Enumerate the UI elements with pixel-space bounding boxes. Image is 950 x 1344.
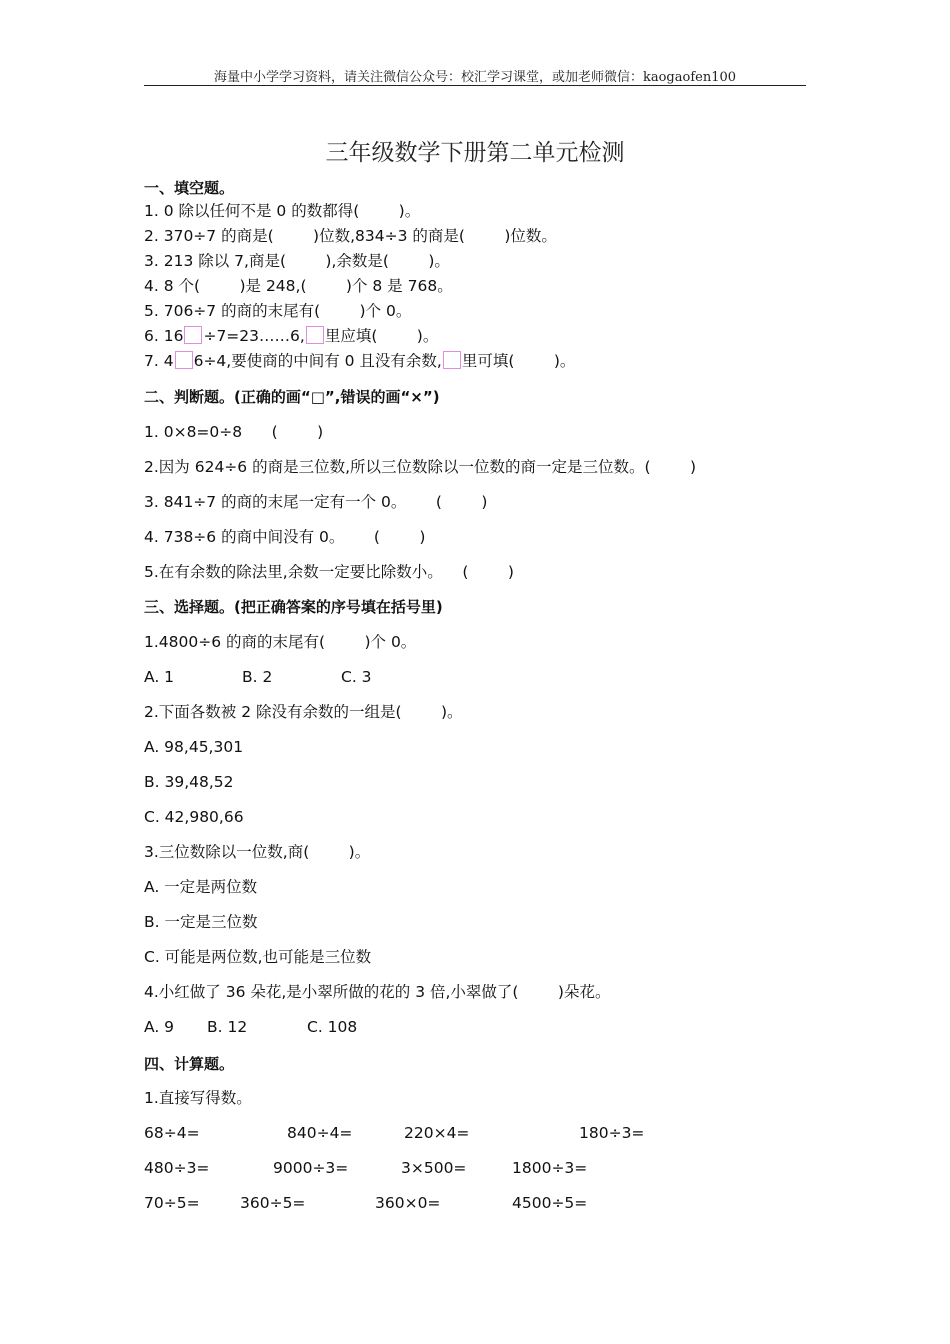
s1-q6 — [144, 326, 438, 346]
section3-heading: 三、选择题。(把正确答案的序号填在括号里) — [144, 598, 443, 616]
header-rule — [144, 85, 806, 86]
section1-heading: 一、填空题。 — [144, 179, 235, 197]
s1-q3: 3. 213 除以 7,商是( ),余数是( )。 — [144, 252, 450, 270]
calc-item: 1800÷3= — [512, 1159, 588, 1177]
option-a: A. 1 — [144, 668, 175, 686]
s4-q1: 1.直接写得数。 — [144, 1089, 252, 1107]
s3-q2-option-b: B. 39,48,52 — [144, 773, 234, 791]
calc-item: 4500÷5= — [512, 1194, 588, 1212]
s1-q6-part-a: 6. 16 — [144, 327, 184, 345]
page-header: 海量中小学学习资料，请关注微信公众号：校汇学习课堂，或加老师微信：kaogaofen100 — [213, 70, 737, 85]
s1-q2: 2. 370÷7 的商是( )位数,834÷3 的商是( )位数。 — [144, 227, 557, 245]
blank-box — [175, 351, 193, 369]
s2-q1: 1. 0×8=0÷8 ( ) — [144, 423, 324, 441]
calc-item: 840÷4= — [287, 1124, 353, 1142]
calc-item: 180÷3= — [579, 1124, 645, 1142]
blank-box — [306, 326, 324, 344]
s3-q2: 2.下面各数被 2 除没有余数的一组是( )。 — [144, 703, 463, 721]
section2-heading: 二、判断题。(正确的画“□”,错误的画“×”) — [144, 388, 440, 406]
page-title: 三年级数学下册第二单元检测 — [325, 140, 625, 166]
s2-q3: 3. 841÷7 的商的末尾一定有一个 0。 ( ) — [144, 493, 488, 511]
blank-box — [443, 351, 461, 369]
s1-q6-part-c: 里应填( )。 — [324, 327, 439, 345]
s3-q2-option-a: A. 98,45,301 — [144, 738, 244, 756]
s3-q3-option-b: B. 一定是三位数 — [144, 913, 258, 931]
calc-item: 3×500= — [401, 1159, 467, 1177]
calc-item: 220×4= — [404, 1124, 470, 1142]
calc-item: 70÷5= — [144, 1194, 200, 1212]
s1-q5: 5. 706÷7 的商的末尾有( )个 0。 — [144, 302, 412, 320]
s3-q4: 4.小红做了 36 朵花,是小翠所做的花的 3 倍,小翠做了( )朵花。 — [144, 983, 611, 1001]
s2-q5: 5.在有余数的除法里,余数一定要比除数小。 ( ) — [144, 563, 514, 581]
s2-q2: 2.因为 624÷6 的商是三位数,所以三位数除以一位数的商一定是三位数。( ) — [144, 458, 697, 476]
s3-q1: 1.4800÷6 的商的末尾有( )个 0。 — [144, 633, 417, 651]
calc-item: 9000÷3= — [273, 1159, 349, 1177]
calc-item: 68÷4= — [144, 1124, 200, 1142]
option-b: B. 2 — [242, 668, 273, 686]
option-c: C. 108 — [307, 1018, 358, 1036]
option-c: C. 3 — [341, 668, 372, 686]
s3-q2-option-c: C. 42,980,66 — [144, 808, 244, 826]
s1-q7-part-a: 7. 4 — [144, 352, 174, 370]
s3-q3-option-a: A. 一定是两位数 — [144, 878, 258, 896]
s1-q1: 1. 0 除以任何不是 0 的数都得( )。 — [144, 202, 421, 220]
section4-heading: 四、计算题。 — [144, 1055, 235, 1073]
s1-q7-part-b: 6÷4,要使商的中间有 0 且没有余数, — [193, 352, 442, 370]
s1-q7 — [144, 351, 575, 371]
s1-q6-part-b: ÷7=23……6, — [203, 327, 305, 345]
calc-item: 360×0= — [375, 1194, 441, 1212]
blank-box — [184, 326, 202, 344]
s1-q4: 4. 8 个( )是 248,( )个 8 是 768。 — [144, 277, 453, 295]
s2-q4: 4. 738÷6 的商中间没有 0。 ( ) — [144, 528, 426, 546]
s3-q3-option-c: C. 可能是两位数,也可能是三位数 — [144, 948, 372, 966]
s3-q3: 3.三位数除以一位数,商( )。 — [144, 843, 371, 861]
option-b: B. 12 — [207, 1018, 248, 1036]
s1-q7-part-c: 里可填( )。 — [461, 352, 576, 370]
calc-item: 360÷5= — [240, 1194, 306, 1212]
calc-row — [144, 1193, 588, 1293]
option-a: A. 9 — [144, 1018, 175, 1036]
calc-item: 480÷3= — [144, 1159, 210, 1177]
